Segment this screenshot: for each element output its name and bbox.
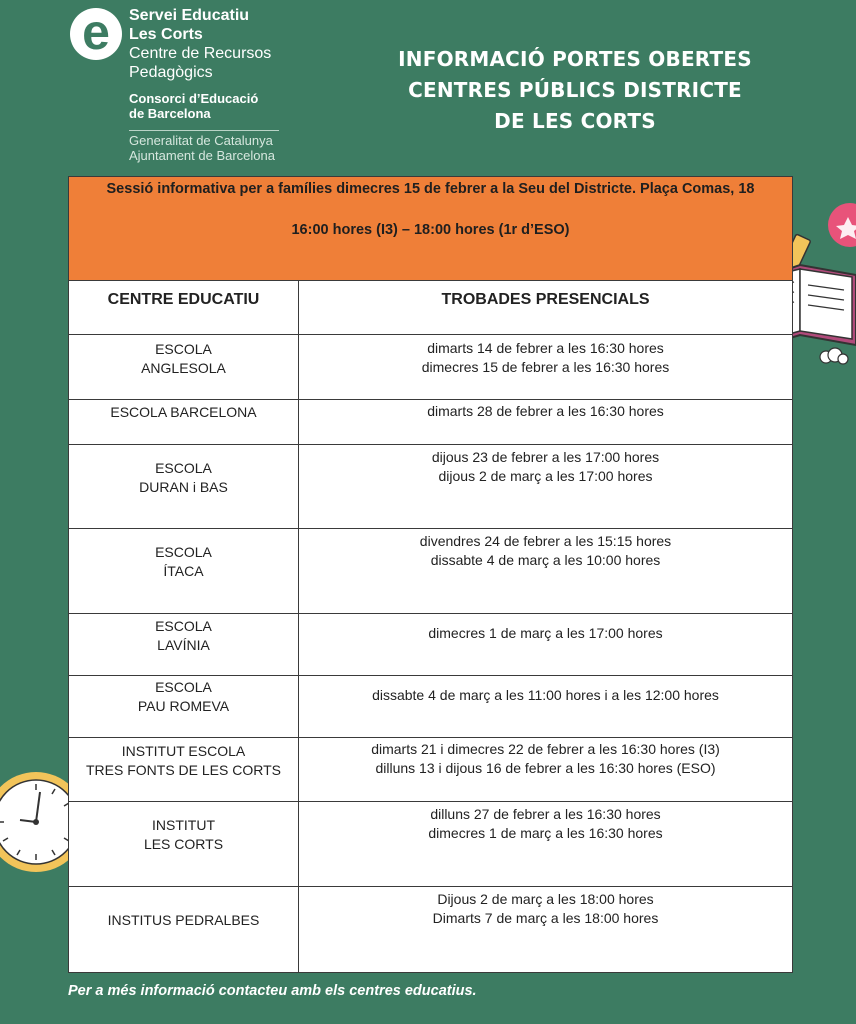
info-session-banner (69, 177, 792, 281)
session-line: dimarts 21 i dimecres 22 de febrer a les 16:30 hores (I3) (371, 741, 720, 757)
cloud-small-icon (820, 348, 848, 364)
centre-cell (69, 340, 298, 378)
centre-cell (69, 459, 298, 497)
centre-line: DURAN i BAS (139, 479, 228, 495)
logo-block (70, 6, 300, 166)
centre-line: INSTITUT (152, 817, 215, 833)
table-row (69, 887, 792, 972)
sessions-cell (299, 624, 792, 643)
session-line: dimecres 15 de febrer a les 16:30 hores (421, 359, 670, 375)
sessions-cell (299, 339, 792, 377)
session-line: dimarts 14 de febrer a les 16:30 hores (427, 340, 664, 356)
title-line-2: CENTRES PÚBLICS DISTRICTE (408, 78, 742, 102)
sessions-cell (299, 890, 792, 928)
table-row (69, 614, 792, 676)
session-line: dimecres 1 de març a les 16:30 hores (428, 825, 663, 841)
centre-cell (69, 816, 298, 854)
centre-line: INSTITUS PEDRALBES (107, 912, 260, 928)
centre-line: ESCOLA (155, 460, 212, 476)
centre-cell (69, 543, 298, 581)
centre-line: TRES FONTS DE LES CORTS (86, 762, 281, 778)
logo-divider (129, 130, 279, 131)
centre-line: ÍTACA (163, 563, 204, 579)
session-line: dimarts 28 de febrer a les 16:30 hores (427, 403, 664, 419)
sessions-cell (299, 448, 792, 486)
logo-line-1: Servei Educatiu (129, 7, 250, 24)
gov-line-2: Ajuntament de Barcelona (129, 148, 275, 163)
centre-cell (69, 617, 298, 655)
centre-cell (69, 742, 298, 780)
logo-line-4: Pedagògics (129, 64, 213, 81)
sessions-cell (299, 740, 792, 778)
centre-line: ESCOLA (155, 618, 212, 634)
centre-cell (69, 911, 298, 930)
session-line: dissabte 4 de març a les 11:00 hores i a les 12:00 hores (372, 687, 719, 703)
centre-line: ESCOLA BARCELONA (110, 404, 257, 420)
logo-line-3: Centre de Recursos (129, 45, 272, 62)
table-row (69, 445, 792, 529)
table-row (69, 676, 792, 738)
header-centre: CENTRE EDUCATIU (107, 291, 260, 308)
sessions-cell (299, 686, 792, 705)
table-row (69, 335, 792, 400)
banner-line-2: 16:00 hores (I3) – 18:00 hores (1r d’ESO) (291, 222, 570, 238)
centre-line: LES CORTS (143, 836, 224, 852)
table-row (69, 529, 792, 614)
session-line: dilluns 27 de febrer a les 16:30 hores (430, 806, 661, 822)
centre-cell (69, 678, 298, 716)
table-row (69, 802, 792, 887)
open-days-table (68, 176, 793, 973)
consorci-line-2: de Barcelona (129, 106, 211, 121)
session-line: Dimarts 7 de març a les 18:00 hores (432, 910, 659, 926)
centre-line: ESCOLA (155, 341, 212, 357)
centre-line: PAU ROMEVA (137, 698, 230, 714)
table-row (69, 400, 792, 445)
centre-line: LAVÍNIA (157, 637, 210, 653)
logo-line-2: Les Corts (129, 26, 203, 43)
session-line: dilluns 13 i dijous 16 de febrer a les 16:30 hores (ESO) (375, 760, 716, 776)
sessions-cell (299, 805, 792, 843)
session-line: dimecres 1 de març a les 17:00 hores (428, 625, 663, 641)
government-label (129, 133, 275, 163)
centre-line: ANGLESOLA (141, 360, 226, 376)
centre-line: INSTITUT ESCOLA (121, 743, 246, 759)
consorci-line-1: Consorci d’Educació (129, 91, 259, 106)
footer-note: Per a més informació contacteu amb els centres educatius. (68, 983, 477, 999)
header-sessions: TROBADES PRESENCIALS (441, 291, 650, 308)
logo-e-mark: e (70, 8, 122, 60)
centre-line: ESCOLA (155, 679, 212, 695)
table-header-row (69, 280, 792, 335)
banner-line-1: Sessió informativa per a famílies dimecres 15 de febrer a la Seu del Districte. Plaça Comas, 18 (106, 181, 755, 197)
logo-text (129, 6, 271, 82)
sessions-cell (299, 402, 792, 421)
centre-line: ESCOLA (155, 544, 212, 560)
table-row (69, 738, 792, 802)
consorci-label (129, 91, 258, 121)
page-title (380, 44, 770, 137)
session-line: dissabte 4 de març a les 10:00 hores (430, 552, 661, 568)
session-line: divendres 24 de febrer a les 15:15 hores (419, 533, 672, 549)
title-line-3: DE LES CORTS (494, 109, 656, 133)
session-line: dijous 2 de març a les 17:00 hores (438, 468, 653, 484)
gov-line-1: Generalitat de Catalunya (129, 133, 273, 148)
centre-cell (69, 403, 298, 422)
session-line: dijous 23 de febrer a les 17:00 hores (431, 449, 660, 465)
sessions-cell (299, 532, 792, 570)
title-line-1: INFORMACIÓ PORTES OBERTES (398, 47, 752, 71)
session-line: Dijous 2 de març a les 18:00 hores (437, 891, 654, 907)
